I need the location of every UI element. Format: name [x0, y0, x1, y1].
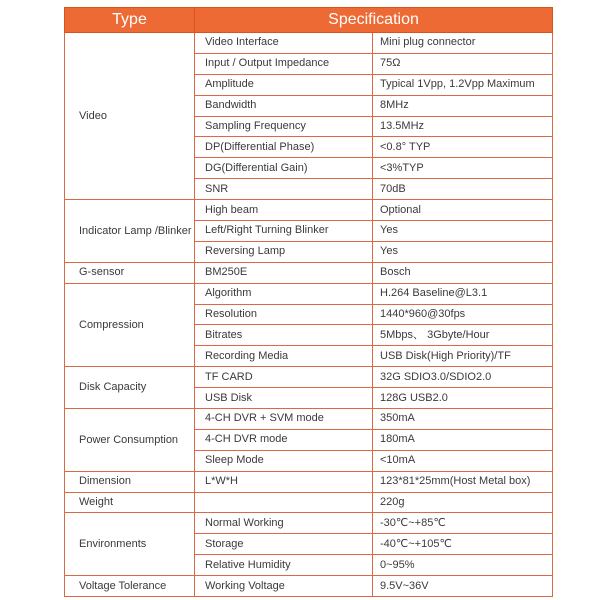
spec-value-cell: 75Ω: [373, 53, 553, 74]
category-cell: Power Consumption: [65, 409, 195, 472]
category-cell: Weight: [65, 492, 195, 513]
spec-item-cell: 4-CH DVR mode: [195, 429, 373, 450]
category-cell: G-sensor: [65, 262, 195, 283]
spec-value-cell: <0.8° TYP: [373, 137, 553, 158]
spec-item-cell: Video Interface: [195, 33, 373, 54]
header-specification: Specification: [195, 8, 553, 33]
spec-table-body: [65, 33, 553, 597]
spec-value-cell: 32G SDIO3.0/SDIO2.0: [373, 367, 553, 388]
spec-value-cell: 350mA: [373, 409, 553, 430]
spec-value-cell: 128G USB2.0: [373, 388, 553, 409]
table-row: [65, 283, 553, 304]
spec-item-cell: Sampling Frequency: [195, 116, 373, 137]
table-row: [65, 367, 553, 388]
spec-item-cell: Storage: [195, 534, 373, 555]
spec-value-cell: USB Disk(High Priority)/TF: [373, 346, 553, 367]
spec-value-cell: Yes: [373, 221, 553, 242]
category-cell: Video: [65, 33, 195, 200]
spec-table-header: [65, 8, 553, 33]
table-row: [65, 33, 553, 54]
spec-item-cell: Recording Media: [195, 346, 373, 367]
spec-value-cell: 220g: [373, 492, 553, 513]
spec-item-cell: Resolution: [195, 304, 373, 325]
spec-item-cell: Bitrates: [195, 325, 373, 346]
spec-value-cell: 1440*960@30fps: [373, 304, 553, 325]
table-row: [65, 200, 553, 221]
spec-value-cell: <3%TYP: [373, 158, 553, 179]
spec-value-cell: -30℃~+85℃: [373, 513, 553, 534]
spec-item-cell: Relative Humidity: [195, 555, 373, 576]
category-cell: Environments: [65, 513, 195, 576]
spec-item-cell: Left/Right Turning Blinker: [195, 221, 373, 242]
spec-item-cell: Sleep Mode: [195, 450, 373, 471]
spec-item-cell: TF CARD: [195, 367, 373, 388]
table-row: [65, 513, 553, 534]
category-cell: Dimension: [65, 471, 195, 492]
spec-value-cell: <10mA: [373, 450, 553, 471]
spec-item-cell: Working Voltage: [195, 576, 373, 597]
spec-item-cell: Algorithm: [195, 283, 373, 304]
spec-item-cell: Amplitude: [195, 74, 373, 95]
spec-item-cell: BM250E: [195, 262, 373, 283]
spec-value-cell: H.264 Baseline@L3.1: [373, 283, 553, 304]
spec-item-cell: SNR: [195, 179, 373, 200]
spec-table: [64, 7, 553, 597]
spec-item-cell: DG(Differential Gain): [195, 158, 373, 179]
spec-value-cell: 5Mbps、 3Gbyte/Hour: [373, 325, 553, 346]
category-cell: Disk Capacity: [65, 367, 195, 409]
spec-item-cell: Bandwidth: [195, 95, 373, 116]
spec-item-cell: 4-CH DVR + SVM mode: [195, 409, 373, 430]
spec-item-cell: USB Disk: [195, 388, 373, 409]
table-row: [65, 409, 553, 430]
header-row: [65, 8, 553, 33]
spec-item-cell: L*W*H: [195, 471, 373, 492]
table-row: [65, 492, 553, 513]
spec-value-cell: 123*81*25mm(Host Metal box): [373, 471, 553, 492]
spec-value-cell: Optional: [373, 200, 553, 221]
spec-value-cell: 8MHz: [373, 95, 553, 116]
spec-value-cell: 9.5V~36V: [373, 576, 553, 597]
category-cell: Compression: [65, 283, 195, 367]
spec-item-cell: Normal Working: [195, 513, 373, 534]
spec-value-cell: 13.5MHz: [373, 116, 553, 137]
table-row: [65, 262, 553, 283]
table-row: [65, 471, 553, 492]
spec-value-cell: -40℃~+105℃: [373, 534, 553, 555]
spec-value-cell: Typical 1Vpp, 1.2Vpp Maximum: [373, 74, 553, 95]
spec-value-cell: Bosch: [373, 262, 553, 283]
spec-item-cell: Reversing Lamp: [195, 241, 373, 262]
header-type: Type: [65, 8, 195, 33]
category-cell: Voltage Tolerance: [65, 576, 195, 597]
spec-value-cell: 180mA: [373, 429, 553, 450]
category-cell: Indicator Lamp /Blinker: [65, 200, 195, 263]
table-row: [65, 576, 553, 597]
spec-item-cell: Input / Output Impedance: [195, 53, 373, 74]
spec-value-cell: Yes: [373, 241, 553, 262]
spec-value-cell: 0~95%: [373, 555, 553, 576]
spec-item-cell: DP(Differential Phase): [195, 137, 373, 158]
spec-value-cell: Mini plug connector: [373, 33, 553, 54]
spec-item-cell: High beam: [195, 200, 373, 221]
spec-value-cell: 70dB: [373, 179, 553, 200]
spec-item-cell: [195, 492, 373, 513]
